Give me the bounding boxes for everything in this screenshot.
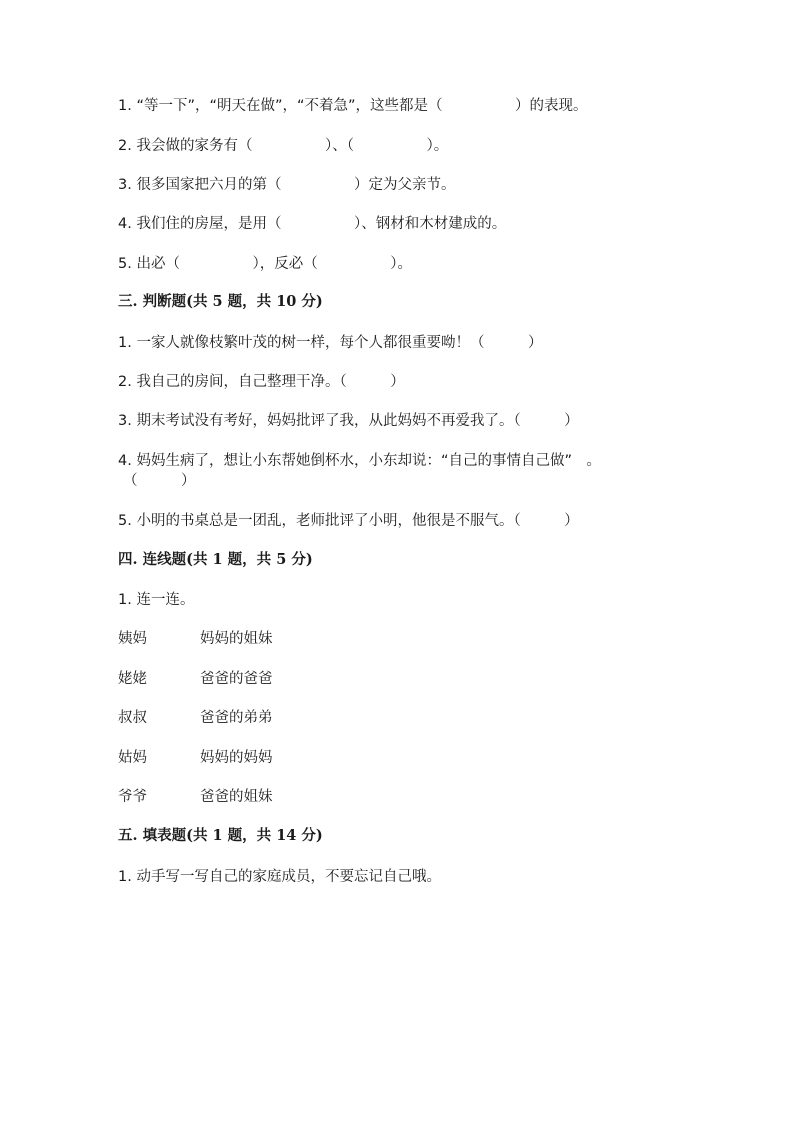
table-question: 1. 动手写一写自己的家庭成员，不要忘记自己哦。 <box>118 869 441 885</box>
match-left-term: 姑妈 <box>118 750 147 766</box>
judge-item-4-answer-blank: （ ） <box>123 473 196 489</box>
match-left-term: 姥姥 <box>118 671 147 687</box>
match-right-term: 爸爸的姐妹 <box>200 789 273 805</box>
match-right-term: 妈妈的妈妈 <box>200 750 273 766</box>
match-left-term: 爷爷 <box>118 789 147 805</box>
judge-item-2: 2. 我自己的房间，自己整理干净。（ ） <box>118 374 405 390</box>
match-question: 1. 连一连。 <box>118 592 195 608</box>
fill-blank-item-3: 3. 很多国家把六月的第（ ）定为父亲节。 <box>118 177 456 193</box>
judge-section-heading: 三. 判断题(共 5 题，共 10 分) <box>118 293 323 310</box>
fill-blank-item-2: 2. 我会做的家务有（ ）、（ ）。 <box>118 138 449 154</box>
table-section-heading: 五. 填表题(共 1 题，共 14 分) <box>118 827 323 844</box>
judge-item-5: 5. 小明的书桌总是一团乱，老师批评了小明，他很是不服气。（ ） <box>118 513 579 529</box>
fill-blank-item-4: 4. 我们住的房屋，是用（ ）、钢材和木材建成的。 <box>118 216 507 232</box>
match-left-term: 叔叔 <box>118 710 147 726</box>
match-section-heading: 四. 连线题(共 1 题，共 5 分) <box>118 551 313 568</box>
match-left-term: 姨妈 <box>118 631 147 647</box>
match-right-term: 爸爸的爸爸 <box>200 671 273 687</box>
judge-item-1: 1. 一家人就像枝繁叶茂的树一样，每个人都很重要呦！（ ） <box>118 335 543 351</box>
judge-item-3: 3. 期末考试没有考好，妈妈批评了我，从此妈妈不再爱我了。（ ） <box>118 413 579 429</box>
match-right-term: 爸爸的弟弟 <box>200 710 273 726</box>
judge-item-4: 4. 妈妈生病了，想让小东帮她倒杯水，小东却说：“自己的事情自己做” 。 <box>118 453 601 469</box>
fill-blank-item-5: 5. 出必（ ），反必（ ）。 <box>118 256 412 272</box>
fill-blank-item-1: 1. “等一下”，“明天在做”，“不着急”，这些都是（ ）的表现。 <box>118 98 588 114</box>
match-right-term: 妈妈的姐妹 <box>200 631 273 647</box>
